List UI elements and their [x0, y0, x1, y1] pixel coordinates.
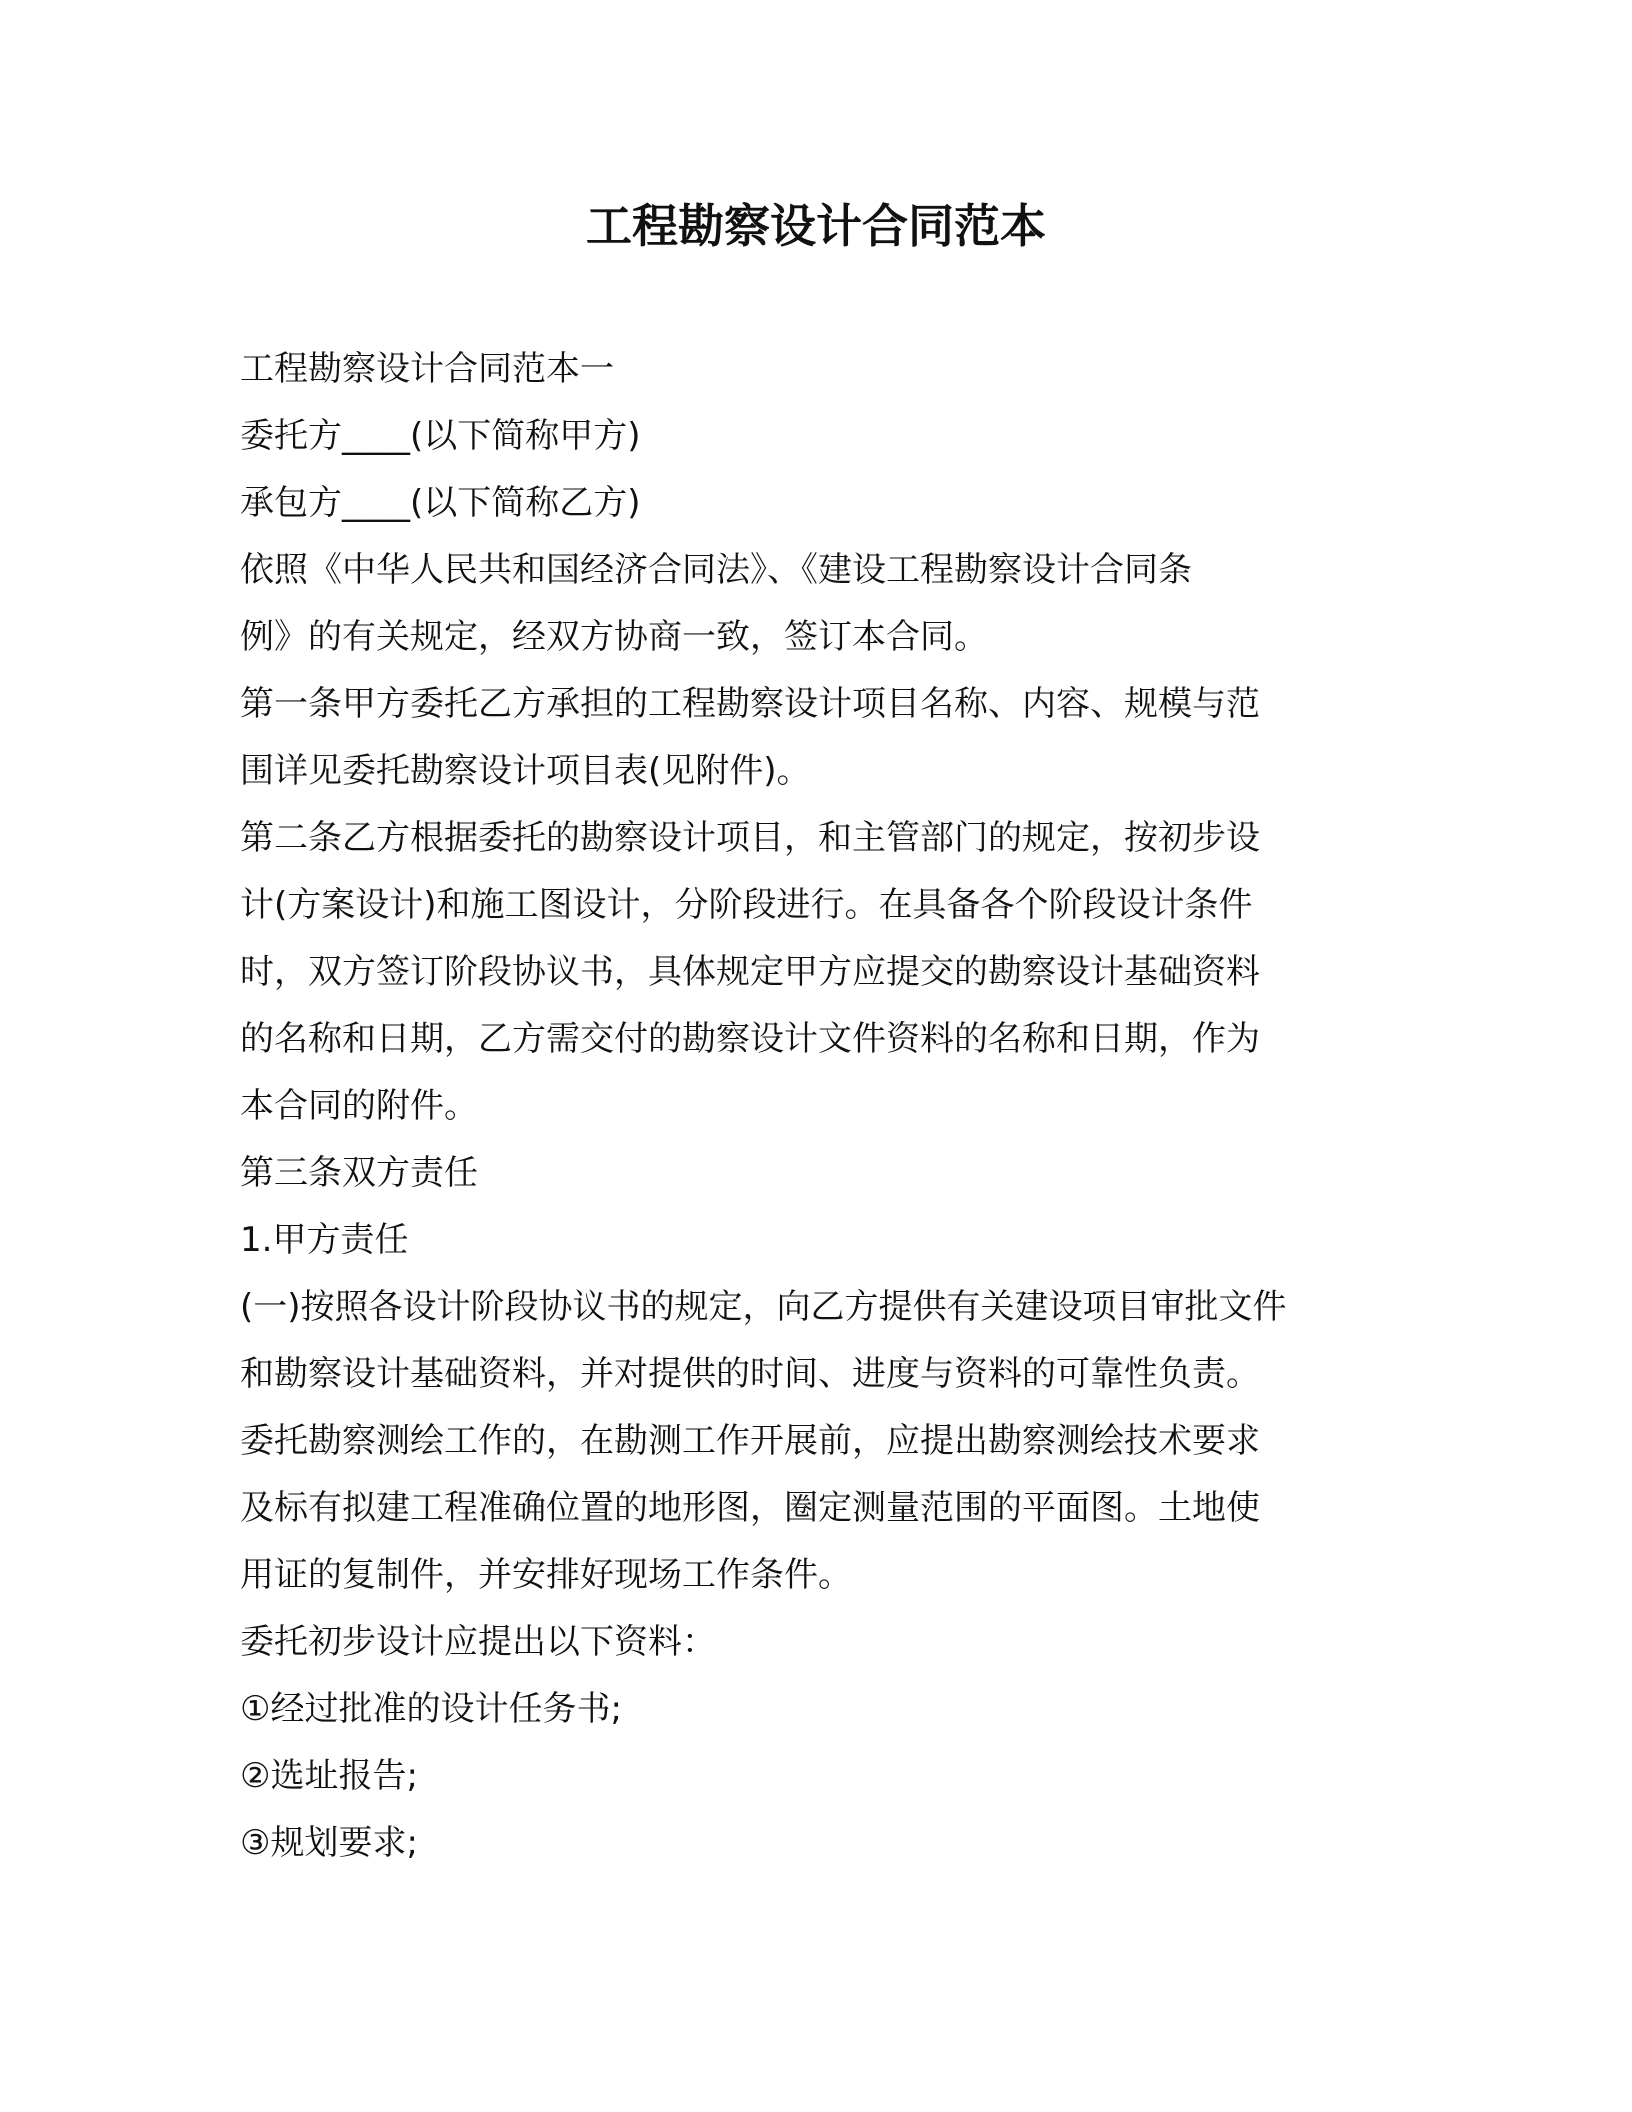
heading-contract-one: 工程勘察设计合同范本一: [240, 349, 614, 389]
article-two-line: 计(方案设计)和施工图设计，分阶段进行。在具备各个阶段设计条件: [240, 885, 1253, 925]
list-item: ③规划要求;: [240, 1823, 418, 1863]
party-b-line: 承包方____(以下简称乙方): [240, 483, 641, 523]
document-title: 工程勘察设计合同范本: [586, 199, 1046, 253]
clause-line: (一)按照各设计阶段协议书的规定，向乙方提供有关建设项目审批文件: [240, 1287, 1287, 1327]
article-two-line: 本合同的附件。: [240, 1086, 478, 1126]
party-a-responsibility-heading: 1.甲方责任: [240, 1220, 409, 1260]
clause-line: 及标有拟建工程准确位置的地形图，圈定测量范围的平面图。土地使: [240, 1488, 1260, 1528]
document-body: [240, 336, 1390, 1877]
clause-line: 委托勘察测绘工作的，在勘测工作开展前，应提出勘察测绘技术要求: [240, 1421, 1260, 1461]
article-three-heading: 第三条双方责任: [240, 1153, 478, 1193]
article-two-line: 时，双方签订阶段协议书，具体规定甲方应提交的勘察设计基础资料: [240, 952, 1260, 992]
article-one-line: 围详见委托勘察设计项目表(见附件)。: [240, 751, 811, 791]
preamble-line: 例》的有关规定，经双方协商一致，签订本合同。: [240, 617, 988, 657]
party-a-line: 委托方____(以下简称甲方): [240, 416, 641, 456]
list-item: ②选址报告;: [240, 1756, 418, 1796]
clause-line: 和勘察设计基础资料，并对提供的时间、进度与资料的可靠性负责。: [240, 1354, 1260, 1394]
preliminary-design-heading: 委托初步设计应提出以下资料：: [240, 1622, 716, 1662]
article-two-line: 第二条乙方根据委托的勘察设计项目，和主管部门的规定，按初步设: [240, 818, 1260, 858]
preamble-line: 依照《中华人民共和国经济合同法》、《建设工程勘察设计合同条: [240, 550, 1192, 590]
article-two-line: 的名称和日期，乙方需交付的勘察设计文件资料的名称和日期，作为: [240, 1019, 1260, 1059]
article-one-line: 第一条甲方委托乙方承担的工程勘察设计项目名称、内容、规模与范: [240, 684, 1260, 724]
clause-line: 用证的复制件，并安排好现场工作条件。: [240, 1555, 852, 1595]
list-item: ①经过批准的设计任务书;: [240, 1689, 622, 1729]
